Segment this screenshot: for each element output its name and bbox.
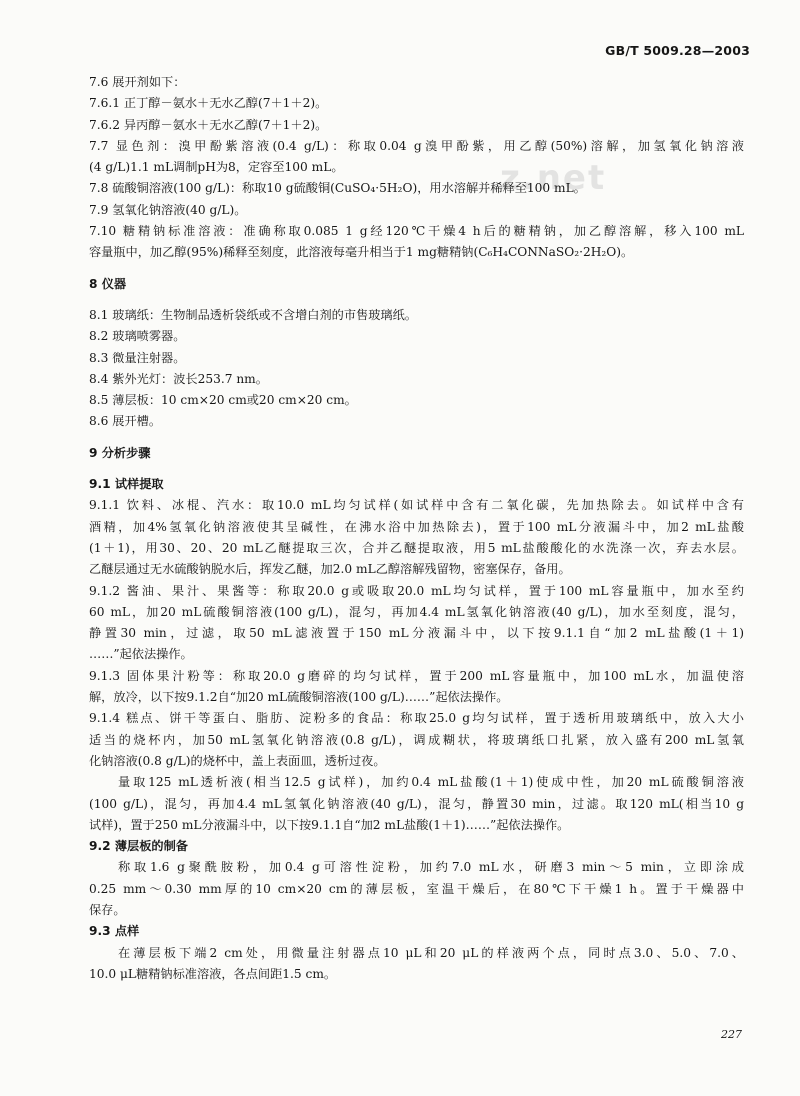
spacer bbox=[89, 433, 744, 443]
text-line: 8.4 紫外光灯：波长253.7 nm。 bbox=[89, 371, 268, 386]
text-line: 7.6.1 正丁醇－氨水＋无水乙醇(7＋1＋2)。 bbox=[89, 96, 328, 111]
text-line: 7.6 展开剂如下： bbox=[89, 75, 186, 89]
text-line: 8.3 微量注射器。 bbox=[89, 350, 186, 365]
section-heading: 9.1 试样提取 bbox=[89, 477, 164, 492]
spacer bbox=[89, 264, 744, 274]
section-heading: 9 分析步骤 bbox=[89, 445, 151, 460]
page-number: 227 bbox=[721, 1028, 742, 1041]
text-line: 7.8 硫酸铜溶液(100 g/L)：称取10 g硫酸铜(CuSO₄·5H₂O)，用水溶解并稀释至100 mL。 bbox=[89, 181, 586, 196]
text-line: 解，放冷，以下按9.1.2自“加20 mL硫酸铜溶液(100 g/L)……”起依法操作。 bbox=[89, 690, 509, 705]
text-line: 保存。 bbox=[89, 902, 126, 917]
watermark: z.net bbox=[500, 158, 607, 198]
text-line: 9.1.1 饮料、冰棍、汽水：取10.0 mL均匀试样(如试样中含有二氧化碳，先加热除去。如试样中含有 bbox=[89, 498, 744, 513]
text-line: ……”起依法操作。 bbox=[89, 647, 193, 662]
text-line: 60 mL，加20 mL硫酸铜溶液(100 g/L)，混匀，再加4.4 mL氢氧化钠溶液(40 g/L)，加水至刻度，混匀， bbox=[89, 604, 744, 619]
text-line: 量取125 mL透析液(相当12.5 g试样)，加约0.4 mL盐酸(1＋1)使成中性，加20 mL硫酸铜溶液 bbox=[118, 775, 744, 790]
text-line: 7.9 氢氧化钠溶液(40 g/L)。 bbox=[89, 202, 247, 217]
section-heading: 8 仪器 bbox=[89, 276, 127, 291]
text-line: 9.1.4 糕点、饼干等蛋白、脂肪、淀粉多的食品：称取25.0 g均匀试样，置于透析用玻璃纸中，放入大小 bbox=[89, 711, 744, 726]
spacer bbox=[89, 295, 744, 305]
spacer bbox=[89, 464, 744, 474]
text-line: 化钠溶液(0.8 g/L)的烧杯中，盖上表面皿，透析过夜。 bbox=[89, 753, 386, 768]
text-line: 9.1.3 固体果汁粉等：称取20.0 g磨碎的均匀试样，置于200 mL容量瓶中，加100 mL水，加温使溶 bbox=[89, 668, 744, 683]
text-line: 酒精，加4%氢氧化钠溶液使其呈碱性，在沸水浴中加热除去)，置于100 mL分液漏斗中，加2 mL盐酸 bbox=[89, 519, 744, 534]
text-line: 静置30 min，过滤，取50 mL滤液置于150 mL分液漏斗中，以下按9.1.1自“加2 mL盐酸(1＋1) bbox=[89, 626, 744, 641]
section-heading: 9.3 点样 bbox=[89, 924, 140, 939]
text-line: 8.1 玻璃纸：生物制品透析袋纸或不含增白剂的市售玻璃纸。 bbox=[89, 307, 417, 322]
text-line: (1＋1)，用30、20、20 mL乙醚提取三次，合并乙醚提取液，用5 mL盐酸酸化的水洗涤一次，弃去水层。 bbox=[89, 540, 744, 555]
text-line: 8.5 薄层板：10 cm×20 cm或20 cm×20 cm。 bbox=[89, 393, 357, 408]
text-line: (4 g/L)1.1 mL调制pH为8，定容至100 mL。 bbox=[89, 160, 344, 175]
text-line: 7.6.2 异丙醇－氨水＋无水乙醇(7＋1＋2)。 bbox=[89, 117, 328, 132]
text-line: 适当的烧杯内，加50 mL氢氧化钠溶液(0.8 g/L)，调成糊状，将玻璃纸口扎紧，放入盛有200 mL氢氧 bbox=[89, 732, 744, 747]
text-line: 9.1.2 酱油、果汁、果酱等：称取20.0 g或吸取20.0 mL均匀试样，置于100 mL容量瓶中，加水至约 bbox=[89, 583, 744, 598]
text-line: 7.10 糖精钠标准溶液：准确称取0.085 1 g经120℃干燥4 h后的糖精钠，加乙醇溶解，移入100 mL bbox=[89, 224, 744, 239]
text-line: 7.7 显色剂：溴甲酚紫溶液(0.4 g/L)：称取0.04 g溴甲酚紫，用乙醇(50%)溶解，加氢氧化钠溶液 bbox=[89, 138, 744, 153]
text-line: 8.2 玻璃喷雾器。 bbox=[89, 329, 186, 344]
text-line: 称取1.6 g聚酰胺粉，加0.4 g可溶性淀粉，加约7.0 mL水，研磨3 min～5 min，立即涂成 bbox=[118, 860, 744, 875]
text-line: 容量瓶中，加乙醇(95%)稀释至刻度，此溶液每毫升相当于1 mg糖精钠(C₆H₄CONNaSO₂·2H₂O)。 bbox=[89, 245, 634, 260]
section-heading: 9.2 薄层板的制备 bbox=[89, 839, 188, 854]
text-line: 8.6 展开槽。 bbox=[89, 414, 162, 429]
document-body bbox=[89, 72, 744, 985]
text-line: 乙醚层通过无水硫酸钠脱水后，挥发乙醚，加2.0 mL乙醇溶解残留物，密塞保存，备用。 bbox=[89, 562, 571, 577]
text-line: 试样)，置于250 mL分液漏斗中，以下按9.1.1自“加2 mL盐酸(1＋1)……”起依法操作。 bbox=[89, 817, 570, 832]
text-line: (100 g/L)，混匀，再加4.4 mL氢氧化钠溶液(40 g/L)，混匀，静置30 min，过滤。取120 mL(相当10 g bbox=[89, 796, 744, 811]
text-line: 10.0 μL糖精钠标准溶液，各点间距1.5 cm。 bbox=[89, 966, 337, 981]
standard-code-header: GB/T 5009.28—2003 bbox=[605, 43, 750, 58]
text-line: 0.25 mm～0.30 mm厚的10 cm×20 cm的薄层板，室温干燥后，在80℃下干燥1 h。置于干燥器中 bbox=[89, 881, 744, 896]
text-line: 在薄层板下端2 cm处，用微量注射器点10 μL和20 μL的样液两个点，同时点3.0、5.0、7.0、 bbox=[118, 945, 744, 960]
